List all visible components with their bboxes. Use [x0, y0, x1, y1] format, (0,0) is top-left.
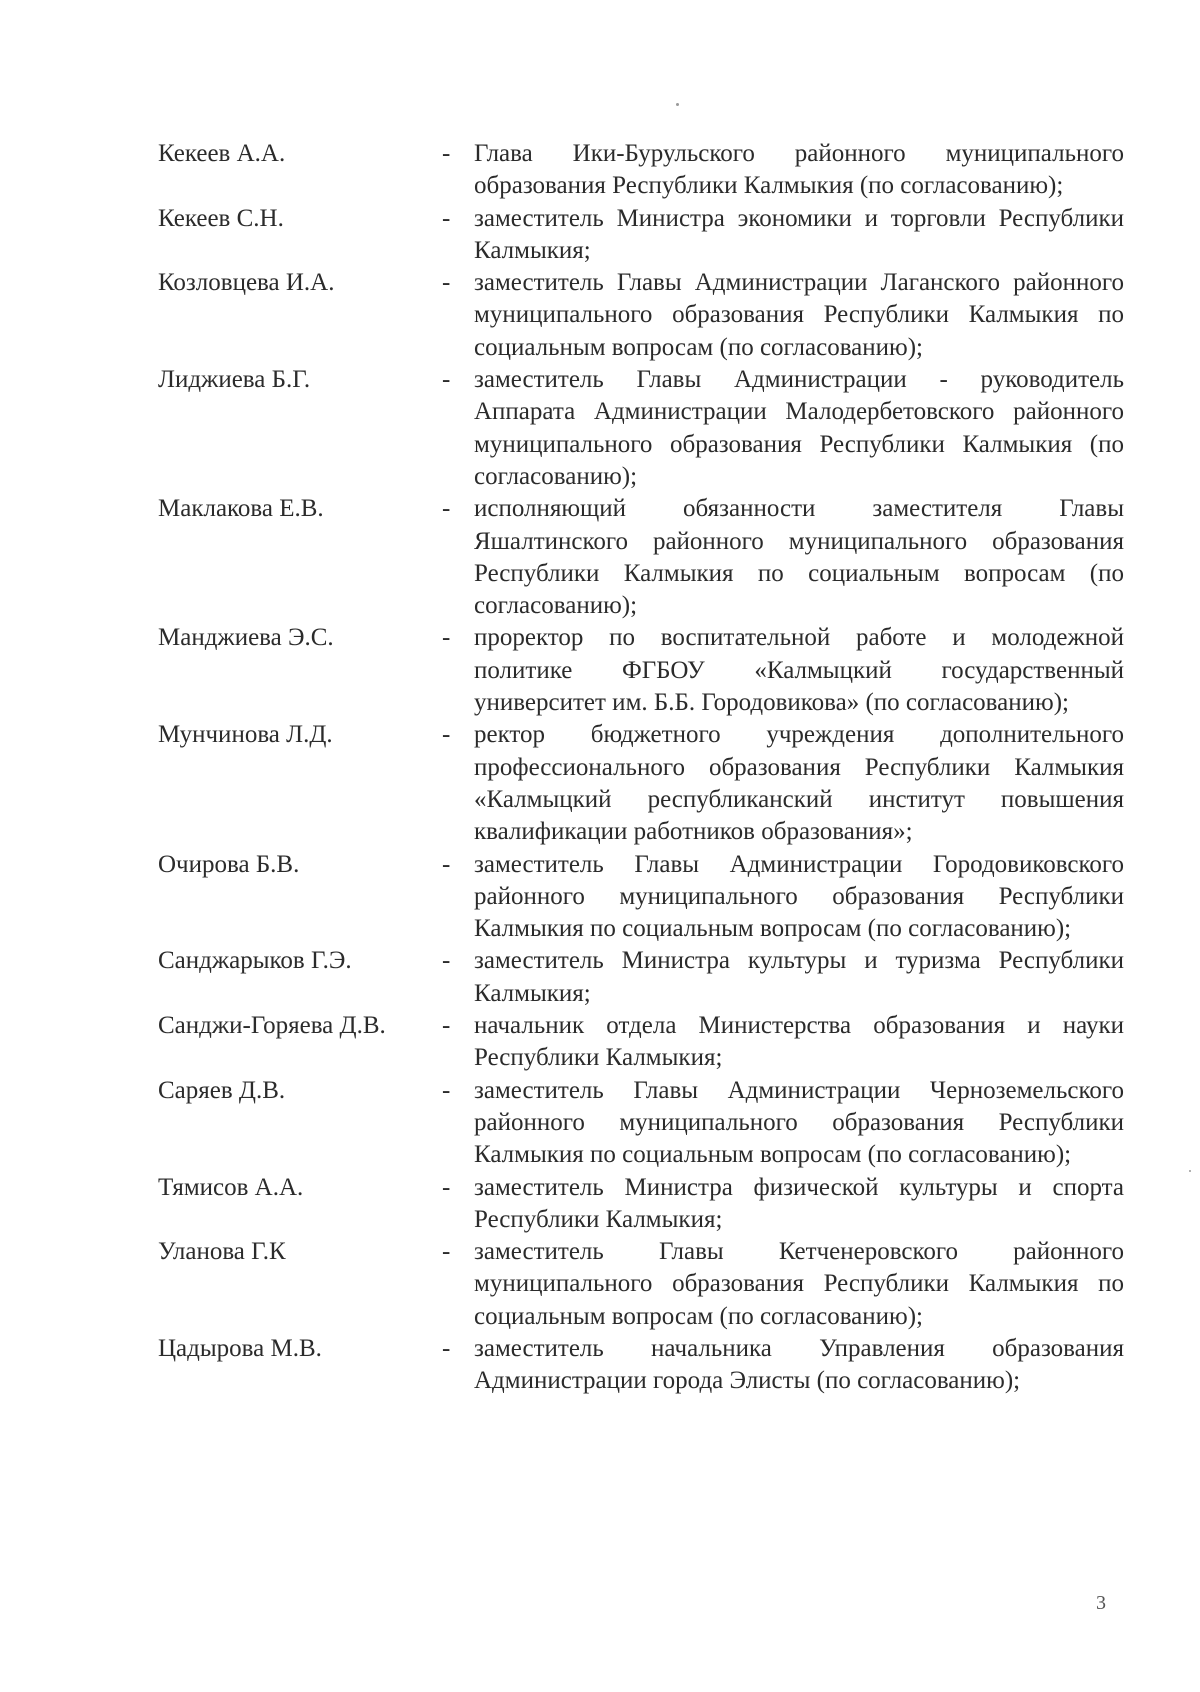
list-entry	[158, 849, 1124, 946]
list-entry	[158, 138, 1124, 203]
person-name: Козловцева И.А.	[158, 269, 335, 297]
members-list	[158, 138, 1124, 1398]
list-entry	[158, 719, 1124, 848]
person-role: заместитель Главы Администрации Черноземельского районного муниципального образования Республики Калмыкия по социальным вопросам (по согласованию);	[474, 1076, 1124, 1169]
person-name: Санджарыков Г.Э.	[158, 947, 352, 975]
list-entry	[158, 1172, 1124, 1237]
dash-separator: -	[442, 1012, 451, 1040]
dash-separator: -	[442, 140, 451, 167]
person-name: Манджиева Э.С.	[158, 624, 334, 652]
dash-separator: -	[442, 947, 451, 975]
person-role: исполняющий обязанности заместителя Главы Яшалтинского районного муниципального образования Республики Калмыкия по социальным вопросам (по согласованию);	[474, 495, 1124, 620]
person-role: заместитель Главы Администрации Городовиковского районного муниципального образования Республики Калмыкия по социальным вопросам (по согласованию);	[474, 850, 1124, 943]
person-role: заместитель Министра культуры и туризма Республики Калмыкия;	[474, 947, 1124, 1007]
person-role: заместитель начальника Управления образования Администрации города Элисты (по согласованию);	[474, 1334, 1124, 1395]
scan-speck	[1189, 1170, 1191, 1172]
list-entry	[158, 203, 1124, 268]
person-name: Кекеев С.Н.	[158, 204, 284, 232]
person-name: Уланова Г.К	[158, 1238, 286, 1266]
dash-separator: -	[442, 495, 451, 523]
person-name: Кекеев А.А.	[158, 140, 286, 167]
list-entry	[158, 1075, 1124, 1172]
list-entry	[158, 1333, 1124, 1398]
person-role: заместитель Главы Администрации Лаганского районного муниципального образования Республики Калмыкия по социальным вопросам (по согласованию);	[474, 269, 1124, 361]
person-role: ректор бюджетного учреждения дополнительного профессионального образования Республики Калмыкия «Калмыцкий республиканский институт повышения квалификации работников образования»;	[474, 721, 1124, 846]
list-entry	[158, 364, 1124, 493]
person-name: Тямисов А.А.	[158, 1173, 304, 1201]
dash-separator: -	[442, 624, 451, 652]
scan-speck	[676, 103, 679, 106]
person-role: заместитель Главы Кетченеровского районного муниципального образования Республики Калмыкия по социальным вопросам (по согласованию);	[474, 1238, 1124, 1330]
person-role: проректор по воспитательной работе и молодежной политике ФГБОУ «Калмыцкий государственный университет им. Б.Б. Городовикова» (по согласованию);	[474, 624, 1124, 717]
person-role: Глава Ики-Бурульского районного муниципального образования Республики Калмыкия (по согласованию);	[474, 140, 1124, 200]
person-role: начальник отдела Министерства образования и науки Республики Калмыкия;	[474, 1012, 1124, 1072]
person-name: Саряев Д.В.	[158, 1076, 286, 1104]
dash-separator: -	[442, 269, 451, 297]
person-role: заместитель Министра физической культуры и спорта Республики Калмыкия;	[474, 1173, 1124, 1233]
dash-separator: -	[442, 850, 451, 878]
person-name: Мунчинова Л.Д.	[158, 721, 333, 749]
dash-separator: -	[442, 721, 451, 749]
list-entry	[158, 1236, 1124, 1333]
person-role: заместитель Министра экономики и торговли Республики Калмыкия;	[474, 204, 1124, 264]
list-entry	[158, 493, 1124, 622]
person-name: Маклакова Е.В.	[158, 495, 324, 523]
person-name: Цадырова М.В.	[158, 1334, 322, 1362]
list-entry	[158, 267, 1124, 364]
person-role: заместитель Главы Администрации - руководитель Аппарата Администрации Малодербетовского районного муниципального образования Республики Калмыкия (по согласованию);	[474, 366, 1124, 490]
list-entry	[158, 1010, 1124, 1075]
list-entry	[158, 622, 1124, 719]
dash-separator: -	[442, 1076, 451, 1104]
dash-separator: -	[442, 204, 451, 232]
dash-separator: -	[442, 366, 451, 394]
page-number: 3	[1096, 1592, 1106, 1614]
dash-separator: -	[442, 1334, 451, 1362]
person-name: Очирова Б.В.	[158, 850, 300, 878]
person-name: Санджи-Горяева Д.В.	[158, 1012, 386, 1040]
dash-separator: -	[442, 1173, 451, 1201]
person-name: Лиджиева Б.Г.	[158, 366, 311, 394]
list-entry	[158, 945, 1124, 1010]
dash-separator: -	[442, 1238, 451, 1266]
